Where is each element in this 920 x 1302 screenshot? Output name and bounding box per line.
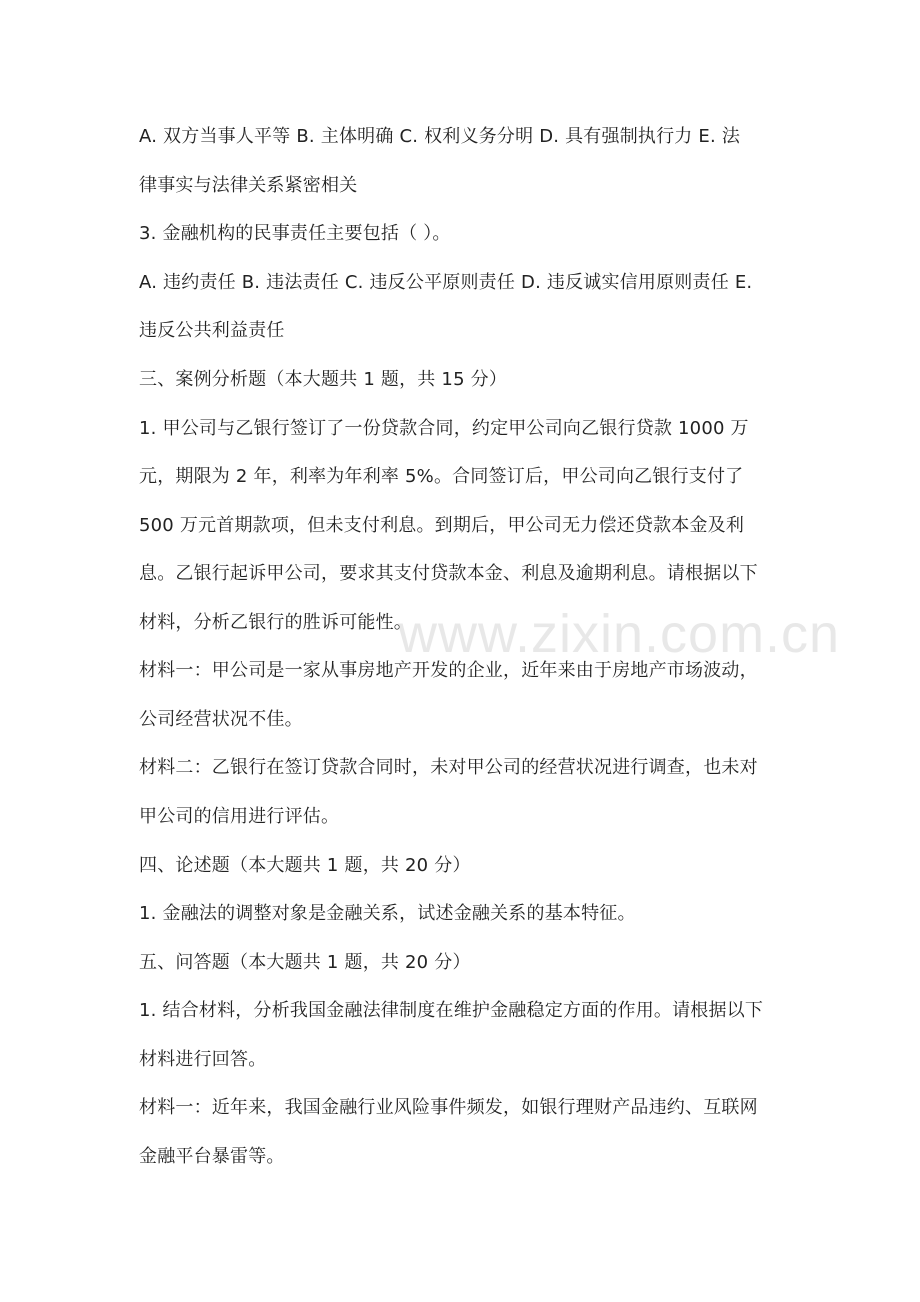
- section-heading-3: 三、案例分析题（本大题共 1 题，共 15 分）: [139, 369, 508, 390]
- section-heading-4: 四、论述题（本大题共 1 题，共 20 分）: [139, 855, 471, 876]
- short-answer-question: 1. 结合材料，分析我国金融法律制度在维护金融稳定方面的作用。请根据以下: [139, 1000, 764, 1021]
- question-3: 3. 金融机构的民事责任主要包括（ ）。: [139, 223, 451, 244]
- material-one-continued: 公司经营状况不佳。: [139, 709, 303, 730]
- case-question-text: 元，期限为 2 年，利率为年利率 5%。合同签订后，甲公司向乙银行支付了: [139, 466, 744, 487]
- case-question-text: 材料，分析乙银行的胜诉可能性。: [139, 612, 412, 633]
- material-one: 材料一：甲公司是一家从事房地产开发的企业，近年来由于房地产市场波动，: [139, 660, 758, 681]
- short-answer-question-continued: 材料进行回答。: [139, 1049, 267, 1070]
- case-question-text: 息。乙银行起诉甲公司，要求其支付贷款本金、利息及逾期利息。请根据以下: [139, 563, 758, 584]
- option-line: A. 违约责任 B. 违法责任 C. 违反公平原则责任 D. 违反诚实信用原则责任 E.: [139, 272, 753, 293]
- material-one-continued: 金融平台暴雷等。: [139, 1146, 285, 1167]
- option-line-continued: 律事实与法律关系紧密相关: [139, 175, 358, 196]
- material-two-continued: 甲公司的信用进行评估。: [139, 806, 340, 827]
- material-one: 材料一：近年来，我国金融行业风险事件频发，如银行理财产品违约、互联网: [139, 1097, 758, 1118]
- section-heading-5: 五、问答题（本大题共 1 题，共 20 分）: [139, 952, 471, 973]
- option-line: A. 双方当事人平等 B. 主体明确 C. 权利义务分明 D. 具有强制执行力 E. 法: [139, 126, 741, 147]
- watermark: www.zixin.com.cn: [398, 604, 841, 664]
- option-line-continued: 违反公共利益责任: [139, 320, 285, 341]
- case-question-text: 500 万元首期款项，但未支付利息。到期后，甲公司无力偿还贷款本金及利: [139, 515, 745, 536]
- material-two: 材料二：乙银行在签订贷款合同时，未对甲公司的经营状况进行调查，也未对: [139, 757, 758, 778]
- essay-question: 1. 金融法的调整对象是金融关系，试述金融关系的基本特征。: [139, 903, 636, 924]
- case-question-text: 1. 甲公司与乙银行签订了一份贷款合同，约定甲公司向乙银行贷款 1000 万: [139, 418, 749, 439]
